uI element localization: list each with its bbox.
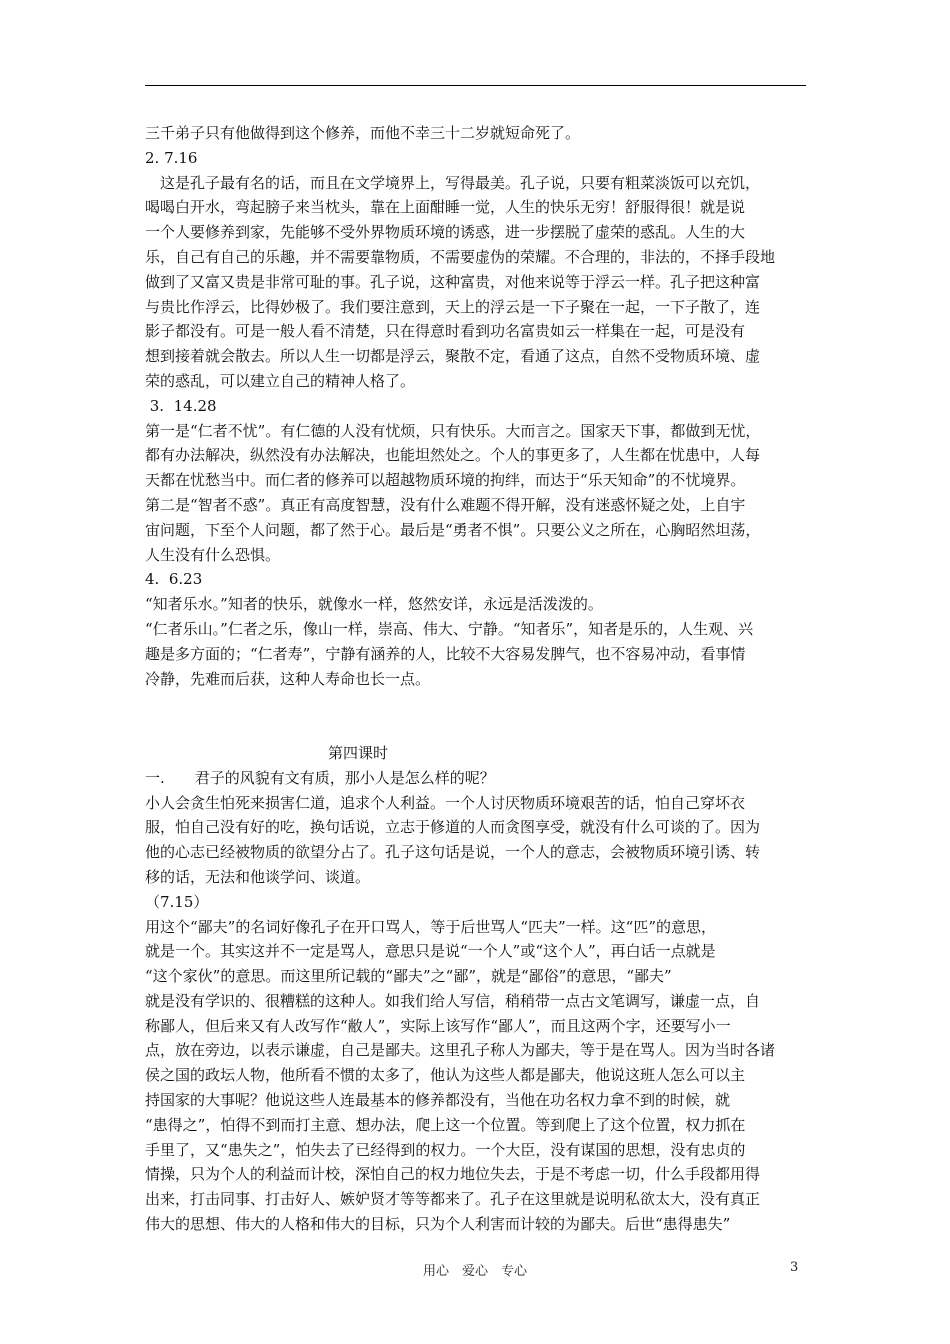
text-line: 一个人要修养到家，先能够不受外界物质环境的诱惑，进一步摆脱了虚荣的惑乱。人生的大 (145, 223, 746, 242)
text-line: 就是没有学识的、很糟糕的这种人。如我们给人写信，稍稍带一点古文笔调写，谦虚一点，自 (145, 991, 761, 1010)
text-line: 三千弟子只有他做得到这个修养，而他不幸三十二岁就短命死了。 (145, 124, 581, 142)
text-line: 乐，自己有自己的乐趣，并不需要靠物质，不需要虚伪的荣耀。不合理的，非法的，不择手段地 (145, 247, 776, 266)
text-line: “知者乐水。”知者的快乐，就像水一样，悠然安详，永远是活泼泼的。 (145, 595, 603, 614)
text-line: 第一是“仁者不忧”。有仁德的人没有忧烦，只有快乐。大而言之。国家天下事，都做到无忧， (145, 421, 761, 440)
text-line: 他的心志已经被物质的欲望分占了。孔子这句话是说，一个人的意志，会被物质环境引诱、转 (145, 843, 761, 862)
text-line (145, 691, 825, 716)
text-line: 冷静，先难而后获，这种人寿命也长一点。 (145, 669, 431, 688)
text-line: 一. 君子的风貌有文有质，那小人是怎么样的呢？ (145, 768, 495, 787)
text-line: 趣是多方面的；“仁者寿”，宁静有涵养的人，比较不大容易发脾气，也不容易冲动，看事情 (145, 644, 746, 663)
text-line: 天都在忧愁当中。而仁者的修养可以超越物质环境的拘绊，而达于“乐天知命”的不忧境界。 (145, 471, 746, 490)
document-body (145, 121, 825, 1237)
text-line: 服，怕自己没有好的吃，换句话说，立志于修道的人而贪图享受，就没有什么可谈的了。因为 (145, 818, 761, 837)
text-line: 出来，打击同事、打击好人、嫉妒贤才等等都来了。孔子在这里就是说明私欲太大，没有真正 (145, 1190, 761, 1209)
text-line: 移的话，无法和他谈学问、谈道。 (145, 867, 371, 886)
text-line: 人生没有什么恐惧。 (145, 545, 281, 564)
text-line: 用这个“鄙夫”的名词好像孔子在开口骂人，等于后世骂人“匹夫”一样。这“匹”的意思， (145, 917, 717, 936)
text-line: 侯之国的政坛人物，他所看不惯的太多了，他认为这些人都是鄙夫，他说这班人怎么可以主 (145, 1066, 746, 1085)
header-rule (145, 85, 806, 86)
text-line: 影子都没有。可是一般人看不清楚，只在得意时看到功名富贵如云一样集在一起，可是没有 (145, 322, 746, 341)
text-line: 与贵比作浮云，比得妙极了。我们要注意到，天上的浮云是一下子聚在一起，一下子散了，连 (145, 297, 761, 316)
text-line: 小人会贪生怕死来损害仁道，追求个人利益。一个人讨厌物质环境艰苦的话，怕自己穿坏衣 (145, 793, 746, 812)
section-heading: 第四课时 (328, 743, 389, 762)
text-line: 荣的惑乱，可以建立自己的精神人格了。 (145, 371, 416, 390)
text-line: 都有办法解决，纵然没有办法解决，也能坦然处之。个人的事更多了，人生都在忧患中，人每 (145, 446, 761, 465)
text-line: 3. 14.28 (145, 396, 217, 415)
text-line: 4. 6.23 (145, 570, 203, 589)
text-line: 称鄙人，但后来又有人改写作“敝人”，实际上该写作“鄙人”，而且这两个字，还要写小一 (145, 1016, 731, 1035)
text-line: “仁者乐山。”仁者之乐，像山一样，崇高、伟大、宁静。“知者乐”，知者是乐的，人生观、兴 (145, 619, 754, 638)
text-line: 持国家的大事呢？他说这些人连最基本的修养都没有，当他在功名权力拿不到的时候，就 (145, 1091, 731, 1110)
text-line: 第二是“智者不惑”。真正有高度智慧，没有什么难题不得开解，没有迷惑怀疑之处，上自宇 (145, 495, 746, 514)
text-line: 伟大的思想、伟大的人格和伟大的目标，只为个人利害而计较的为鄙夫。后世“患得患失” (145, 1215, 731, 1234)
text-line: 想到接着就会散去。所以人生一切都是浮云，聚散不定，看通了这点，自然不受物质环境、虚 (145, 347, 761, 366)
text-line: 就是一个。其实这并不一定是骂人，意思只是说“一个人”或“这个人”，再白话一点就是 (145, 942, 716, 961)
text-line: （7.15） (145, 892, 209, 911)
footer-motto: 用心 爱心 专心 (422, 1264, 527, 1279)
text-line: 喝喝白开水，弯起膀子来当枕头，靠在上面酣睡一觉，人生的快乐无穷！舒服得很！就是说 (145, 198, 746, 217)
page-number: 3 (790, 1260, 799, 1275)
text-line (145, 716, 825, 741)
text-line: 2. 7.16 (145, 148, 198, 167)
text-line: “这个家伙”的意思。而这里所记载的“鄙夫”之“鄙”，就是“鄙俗”的意思，“鄙夫” (145, 967, 672, 986)
text-line: 宙问题，下至个人问题，都了然于心。最后是“勇者不惧”。只要公义之所在，心胸昭然坦荡， (145, 520, 761, 539)
text-line: 点，放在旁边，以表示谦虚，自己是鄙夫。这里孔子称人为鄙夫，等于是在骂人。因为当时各诸 (145, 1041, 776, 1060)
text-line: 做到了又富又贵是非常可耻的事。孔子说，这种富贵，对他来说等于浮云一样。孔子把这种富 (145, 272, 761, 291)
text-line: 手里了，又“患失之”，怕失去了已经得到的权力。一个大臣，没有谋国的思想，没有忠贞的 (145, 1140, 746, 1159)
text-line: “患得之”，怕得不到而打主意、想办法，爬上这一个位置。等到爬上了这个位置，权力抓在 (145, 1115, 746, 1134)
text-line: 这是孔子最有名的话，而且在文学境界上，写得最美。孔子说，只要有粗菜淡饭可以充饥， (145, 173, 761, 192)
text-line: 情操，只为个人的利益而计校，深怕自己的权力地位失去，于是不考虑一切，什么手段都用得 (145, 1165, 761, 1184)
